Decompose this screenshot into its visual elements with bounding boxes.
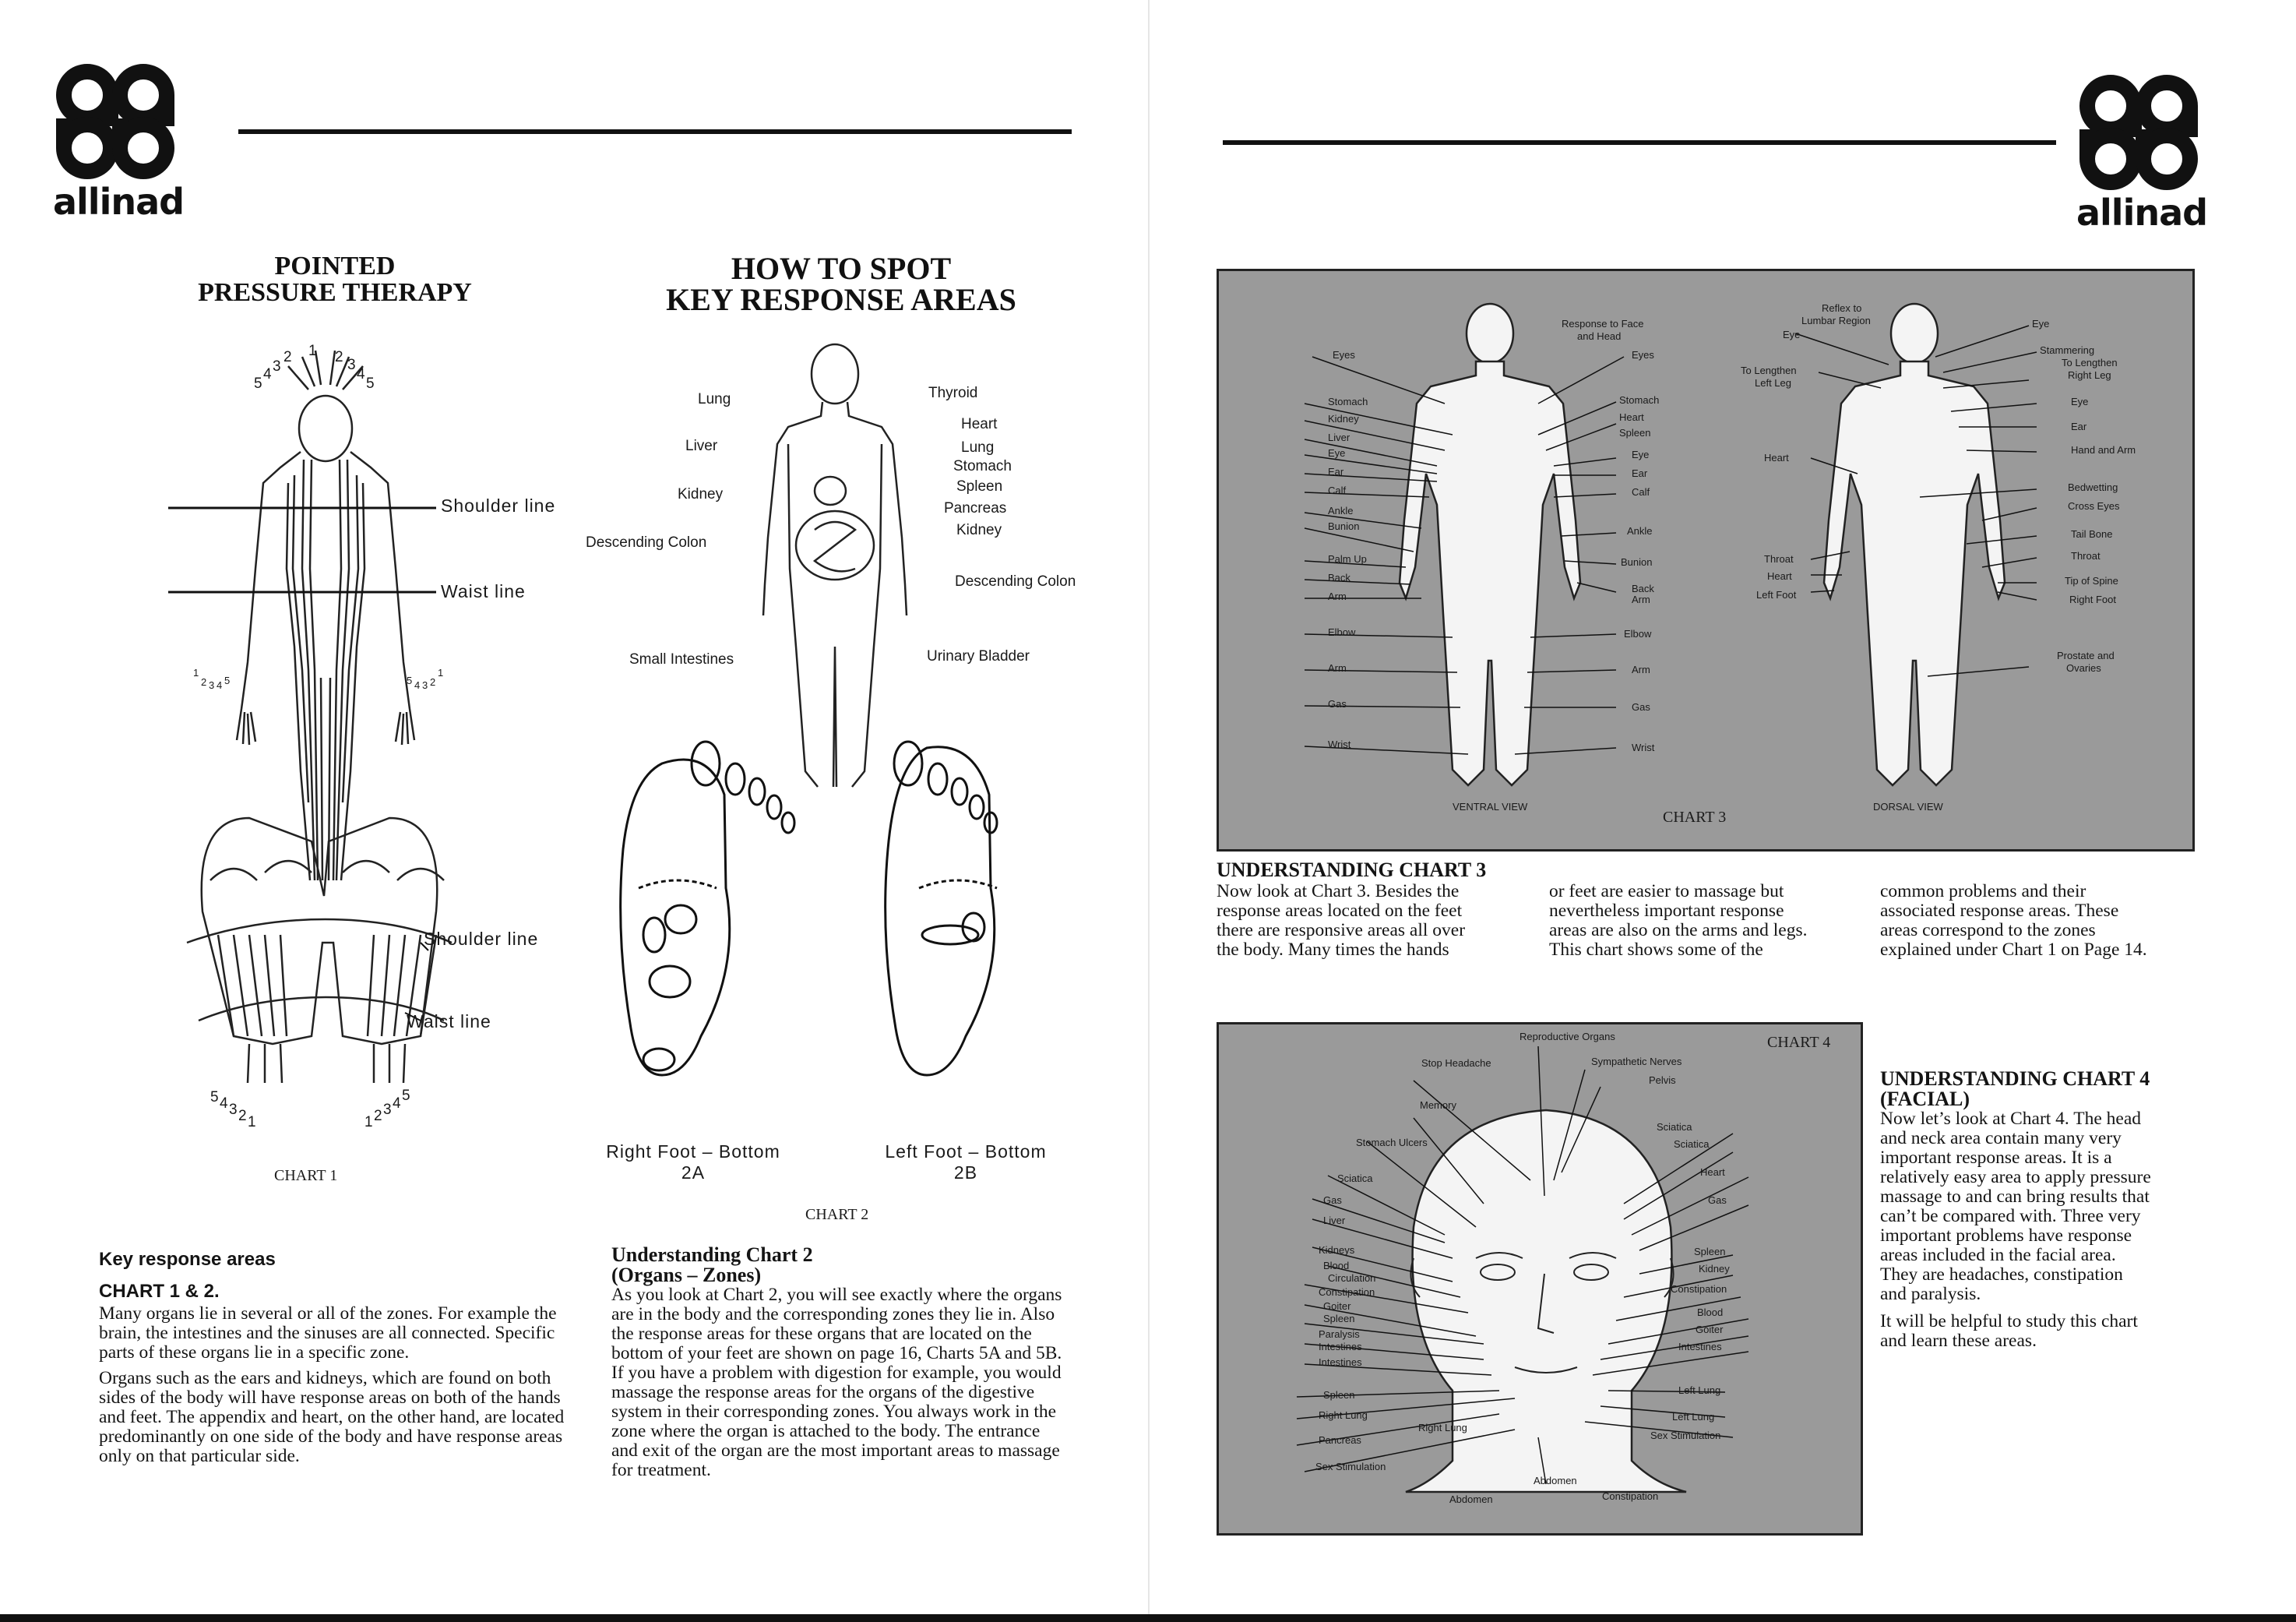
ventral-label: Ear (1328, 466, 1344, 478)
dorsal-label: Eye (2032, 318, 2050, 330)
understanding-chart2-section (611, 1245, 1071, 1486)
key-response-section (99, 1250, 566, 1472)
understanding-chart2-heading: Understanding Chart 2 (611, 1243, 813, 1266)
dorsal-label: To Lengthen (1741, 365, 1797, 376)
chart4-box (1217, 1022, 1863, 1536)
facial-label: Blood (1697, 1306, 1724, 1318)
text-line: This chart shows some of the (1549, 940, 1763, 960)
ventral-label: Calf (1632, 486, 1650, 498)
chart2-caption: CHART 2 (805, 1206, 869, 1223)
ventral-label: Calf (1328, 485, 1347, 496)
zone-num: 2 (374, 1108, 382, 1124)
dorsal-label: Heart (1767, 570, 1792, 582)
facial-label: Spleen (1323, 1313, 1355, 1324)
logo-mark-icon (2076, 75, 2256, 192)
facial-label: Gas (1708, 1194, 1727, 1206)
text-line: associated response areas. These (1880, 901, 2119, 921)
facial-label: Constipation (1671, 1283, 1727, 1295)
ventral-label: and Head (1577, 330, 1622, 342)
zone-num: 4 (220, 1095, 228, 1112)
heading-line: POINTED (274, 252, 396, 280)
facial-label: Right Lung (1418, 1422, 1467, 1433)
ventral-label: Gas (1328, 698, 1347, 710)
understanding-chart4-paragraph (1880, 1109, 2223, 1304)
text-line: and paralysis. (1880, 1284, 1981, 1304)
text-line: response areas located on the feet (1217, 901, 1463, 921)
facial-label: Constipation (1602, 1490, 1659, 1502)
organ-label: Lung (961, 439, 995, 456)
facial-label: Sympathetic Nerves (1591, 1056, 1682, 1067)
facial-label: Spleen (1694, 1246, 1726, 1257)
ventral-label: Stomach (1328, 396, 1368, 407)
zone-num: 1 (308, 343, 317, 359)
facial-label: Goiter (1323, 1300, 1351, 1312)
dorsal-label: Bedwetting (2068, 481, 2118, 493)
ventral-label: Back (1632, 583, 1654, 594)
ventral-label: Eyes (1333, 349, 1355, 361)
ventral-label: Elbow (1624, 628, 1652, 640)
dorsal-label: Lumbar Region (1801, 315, 1871, 326)
text-line: Now let’s look at Chart 4. The head (1880, 1109, 2142, 1129)
ventral-label: Arm (1632, 594, 1650, 605)
header-rule-right (1223, 140, 2056, 145)
waist-line-feet-label: Waist line (407, 1011, 491, 1031)
chart3-text-col-1 (1217, 882, 1536, 960)
key-response-paragraph: Many organs lie in several or all of the zones. For example the brain, the intestines and the sinuses are all connected. Specific parts of these organs lie in a specific zone. (99, 1303, 557, 1363)
text-line: and neck area contain many very (1880, 1128, 2122, 1148)
organ-label: Spleen (956, 478, 1003, 495)
ventral-label: Arm (1632, 664, 1650, 675)
chart3-text-col-3 (1880, 882, 2199, 960)
chart1-caption: CHART 1 (274, 1167, 338, 1184)
logo-left (53, 64, 232, 235)
organ-label: Heart (961, 416, 998, 432)
foot-title: Left Foot – Bottom (885, 1141, 1047, 1162)
facial-label: Pelvis (1649, 1074, 1676, 1086)
understanding-chart4-paragraph (1880, 1312, 2223, 1351)
zone-num: 3 (347, 357, 356, 373)
dorsal-label: Hand and Arm (2071, 444, 2136, 456)
heading-line: PRESSURE THERAPY (198, 278, 472, 307)
ventral-label: Gas (1632, 701, 1650, 713)
facial-label: Abdomen (1534, 1475, 1577, 1486)
dorsal-label: Ovaries (2066, 662, 2101, 674)
zone-num: 3 (209, 679, 215, 691)
ventral-label: Heart (1619, 411, 1644, 423)
text-line: areas correspond to the zones (1880, 920, 2096, 940)
zone-num: 4 (217, 679, 223, 691)
logo-right (2076, 75, 2256, 246)
facial-label: Spleen (1323, 1389, 1355, 1401)
zone-num: 1 (364, 1114, 373, 1130)
zone-num: 2 (283, 349, 292, 365)
dorsal-label: Ear (2071, 421, 2087, 432)
dorsal-label: Heart (1764, 452, 1789, 464)
ventral-label: Eyes (1632, 349, 1654, 361)
dorsal-label: Throat (2071, 550, 2101, 562)
dorsal-label: Left Foot (1756, 589, 1797, 601)
key-response-heading: Key response areas (99, 1249, 276, 1270)
text-line: explained under Chart 1 on Page 14. (1880, 940, 2147, 960)
understanding-chart3-section (1217, 860, 2198, 969)
text-line: massage to and can bring results that (1880, 1187, 2150, 1207)
right-foot-label (600, 1141, 787, 1183)
foot-title: Right Foot – Bottom (606, 1141, 780, 1162)
facial-label: Memory (1420, 1099, 1456, 1111)
zone-num: 5 (210, 1089, 219, 1105)
organ-label: Descending Colon (955, 573, 1076, 590)
text-line: can’t be compared with. Three very (1880, 1206, 2141, 1226)
organ-label: Pancreas (944, 500, 1007, 517)
text-line: relatively easy area to apply pressure (1880, 1167, 2151, 1187)
text-line: Now look at Chart 3. Besides the (1217, 881, 1460, 901)
ventral-label: Kidney (1328, 413, 1359, 425)
ventral-label: Ankle (1328, 505, 1354, 517)
facial-label: Sex Stimulation (1315, 1461, 1386, 1472)
dorsal-label: Prostate and (2057, 650, 2115, 661)
organ-label: Small Intestines (629, 651, 734, 668)
understanding-chart4-section (1880, 1069, 2223, 1351)
ventral-label: Palm Up (1328, 553, 1367, 565)
zone-num: 5 (407, 675, 413, 686)
heading-pointed-pressure (156, 253, 514, 306)
facial-label: Liver (1323, 1215, 1346, 1226)
ventral-label: Ear (1632, 467, 1648, 479)
chart-1-2-subheading: CHART 1 & 2. (99, 1281, 220, 1302)
zone-num: 1 (193, 667, 199, 679)
understanding-chart2-paragraph: As you look at Chart 2, you will see exactly where the organs are in the body and the corresponding zones they lie in. Also the response areas for these organs that are located on the bottom of your feet are shown on page 16, Charts 5A and 5B. If you have a problem with digestion for example, you would massage the response areas for the organs of the digestive system in their corresponding zones. You always work in the zone where the organ is attached to the body. The entrance and exit of the organ are the most important areas to massage for treatment. (611, 1285, 1062, 1480)
dorsal-label: Right Foot (2069, 594, 2116, 605)
ventral-label: Back (1328, 572, 1350, 584)
facial-label: Goiter (1696, 1324, 1724, 1335)
page-gutter (1148, 0, 1150, 1622)
header-rule-left (238, 129, 1072, 134)
zone-num: 2 (430, 676, 436, 688)
organ-label: Descending Colon (586, 534, 707, 551)
text-line: areas included in the facial area. (1880, 1245, 2116, 1265)
key-response-paragraph: Organs such as the ears and kidneys, which are found on both sides of the body will have response areas on both of the hands and feet. The appendix and heart, on the other hand, are located predominantly on one side of the body and have response areas only on that particular side. (99, 1368, 565, 1466)
ventral-label: Eye (1328, 447, 1346, 459)
ventral-label: Bunion (1328, 520, 1360, 532)
text-line: nevertheless important response (1549, 901, 1784, 921)
zone-num: 5 (402, 1088, 410, 1104)
text-line: common problems and their (1880, 881, 2086, 901)
text-line: They are headaches, constipation (1880, 1264, 2123, 1285)
ventral-label: Wrist (1632, 742, 1655, 753)
chart3-box (1217, 269, 2195, 852)
ventral-label: Wrist (1328, 739, 1351, 750)
zone-num: 4 (357, 366, 365, 383)
foot-code: 2B (953, 1162, 978, 1183)
spread-bottom-edge (0, 1614, 2296, 1622)
logo-word: allinad (53, 181, 185, 223)
zone-num: 1 (438, 667, 444, 679)
chart3-caption: CHART 3 (1663, 809, 1727, 826)
dorsal-label: Cross Eyes (2068, 500, 2120, 512)
foot-code: 2A (681, 1162, 706, 1183)
ventral-label: Response to Face (1562, 318, 1644, 330)
facial-label: Blood (1323, 1260, 1350, 1271)
facial-label: Kidney (1699, 1263, 1730, 1275)
chart2-figure (584, 335, 1098, 1239)
facial-label: Stomach Ulcers (1356, 1137, 1428, 1148)
zone-num: 4 (263, 366, 272, 383)
facial-label: Sciatica (1657, 1121, 1692, 1133)
left-foot-label (865, 1141, 1067, 1183)
zone-num: 3 (273, 358, 281, 375)
facial-label: Abdomen (1449, 1493, 1493, 1505)
facial-label: Gas (1323, 1194, 1342, 1206)
organ-label: Kidney (956, 522, 1002, 538)
zone-body-diagram (156, 335, 592, 1176)
dorsal-label: Right Leg (2068, 369, 2111, 381)
organ-label: Liver (685, 438, 718, 454)
chart1-figure (156, 335, 592, 1176)
facial-label: Sciatica (1674, 1138, 1710, 1150)
dorsal-label: Eye (2071, 396, 2089, 407)
ventral-label: Ankle (1627, 525, 1653, 537)
dorsal-label: Throat (1764, 553, 1794, 565)
dorsal-label: Reflex to (1822, 302, 1862, 314)
chart3-text-col-2 (1549, 882, 1868, 960)
heading-how-to-spot (631, 253, 1051, 316)
organ-label: Thyroid (928, 385, 978, 401)
zone-num: 2 (335, 349, 343, 365)
text-line: It will be helpful to study this chart (1880, 1311, 2138, 1331)
text-line: or feet are easier to massage but (1549, 881, 1784, 901)
organ-label: Lung (698, 391, 731, 407)
zone-num: 5 (366, 376, 375, 392)
dorsal-label: Tip of Spine (2065, 575, 2118, 587)
zone-num: 3 (229, 1102, 238, 1118)
understanding-chart2-subheading: (Organs – Zones) (611, 1264, 762, 1286)
facial-label: Sex Stimulation (1650, 1430, 1721, 1441)
ventral-label: Eye (1632, 449, 1650, 460)
heading-line: KEY RESPONSE AREAS (666, 282, 1016, 317)
zone-num: 4 (414, 679, 421, 691)
facial-label: Circulation (1328, 1272, 1376, 1284)
text-line: areas are also on the arms and legs. (1549, 920, 1808, 940)
zone-num: 2 (201, 676, 207, 688)
dorsal-label: Eye (1783, 329, 1801, 340)
logo-word: allinad (2076, 192, 2208, 234)
facial-label: Constipation (1319, 1286, 1375, 1298)
zone-num: 2 (238, 1108, 247, 1124)
understanding-chart3-heading: UNDERSTANDING CHART 3 (1217, 859, 1487, 881)
feet-diagram (584, 732, 1098, 1153)
zone-num: 3 (383, 1102, 392, 1118)
ventral-label: Arm (1328, 591, 1347, 602)
facial-label: Intestines (1678, 1341, 1722, 1352)
organ-label: Stomach (953, 458, 1012, 474)
ventral-label: Spleen (1619, 427, 1651, 439)
dorsal-label: Tail Bone (2071, 528, 2113, 540)
zone-num: 1 (248, 1114, 256, 1130)
text-line: the body. Many times the hands (1217, 940, 1449, 960)
facial-label: Pancreas (1319, 1434, 1361, 1446)
facial-label: Stop Headache (1421, 1057, 1491, 1069)
facial-label: Sciatica (1337, 1172, 1373, 1184)
waist-line-label: Waist line (441, 581, 526, 601)
zone-num: 3 (422, 679, 428, 691)
zone-num: 4 (393, 1095, 401, 1112)
ventral-label: Bunion (1621, 556, 1653, 568)
organ-label: Kidney (678, 486, 724, 502)
organ-label: Urinary Bladder (927, 648, 1030, 665)
facial-label: Right Lung (1319, 1409, 1368, 1421)
chart4-caption: CHART 4 (1767, 1034, 1831, 1051)
dorsal-label: To Lengthen (2062, 357, 2118, 368)
facial-label: Reproductive Organs (1520, 1031, 1615, 1042)
face-diagram (1219, 1024, 1861, 1533)
facial-label: Intestines (1319, 1341, 1362, 1352)
shoulder-line-label: Shoulder line (441, 495, 556, 516)
facial-label: Left Lung (1678, 1384, 1721, 1396)
understanding-chart4-heading: UNDERSTANDING CHART 4 (1880, 1067, 2150, 1090)
text-line: there are responsive areas all over (1217, 920, 1466, 940)
dorsal-label: Left Leg (1755, 377, 1791, 389)
text-line: and learn these areas. (1880, 1331, 2037, 1351)
facial-label: Kidneys (1319, 1244, 1355, 1256)
facial-label: Intestines (1319, 1356, 1362, 1368)
facial-label: Left Lung (1672, 1411, 1715, 1423)
ventral-view-label: VENTRAL VIEW (1453, 801, 1528, 813)
ventral-label: Elbow (1328, 626, 1356, 638)
facial-label: Heart (1700, 1166, 1725, 1178)
text-line: important problems have response (1880, 1225, 2132, 1246)
zone-num: 5 (224, 675, 231, 686)
dorsal-view-label: DORSAL VIEW (1873, 801, 1943, 813)
ventral-label: Stomach (1619, 394, 1660, 406)
shoulder-line-feet-label: Shoulder line (424, 929, 539, 949)
logo-mark-icon (53, 64, 232, 181)
ventral-label: Arm (1328, 662, 1347, 674)
heading-line: HOW TO SPOT (731, 251, 952, 286)
ventral-label: Liver (1328, 432, 1350, 443)
zone-num: 5 (254, 376, 262, 392)
dorsal-label: Stammering (2040, 344, 2095, 356)
understanding-chart4-subheading: (FACIAL) (1880, 1088, 1970, 1110)
text-line: important response areas. It is a (1880, 1148, 2112, 1168)
facial-label: Paralysis (1319, 1328, 1360, 1340)
